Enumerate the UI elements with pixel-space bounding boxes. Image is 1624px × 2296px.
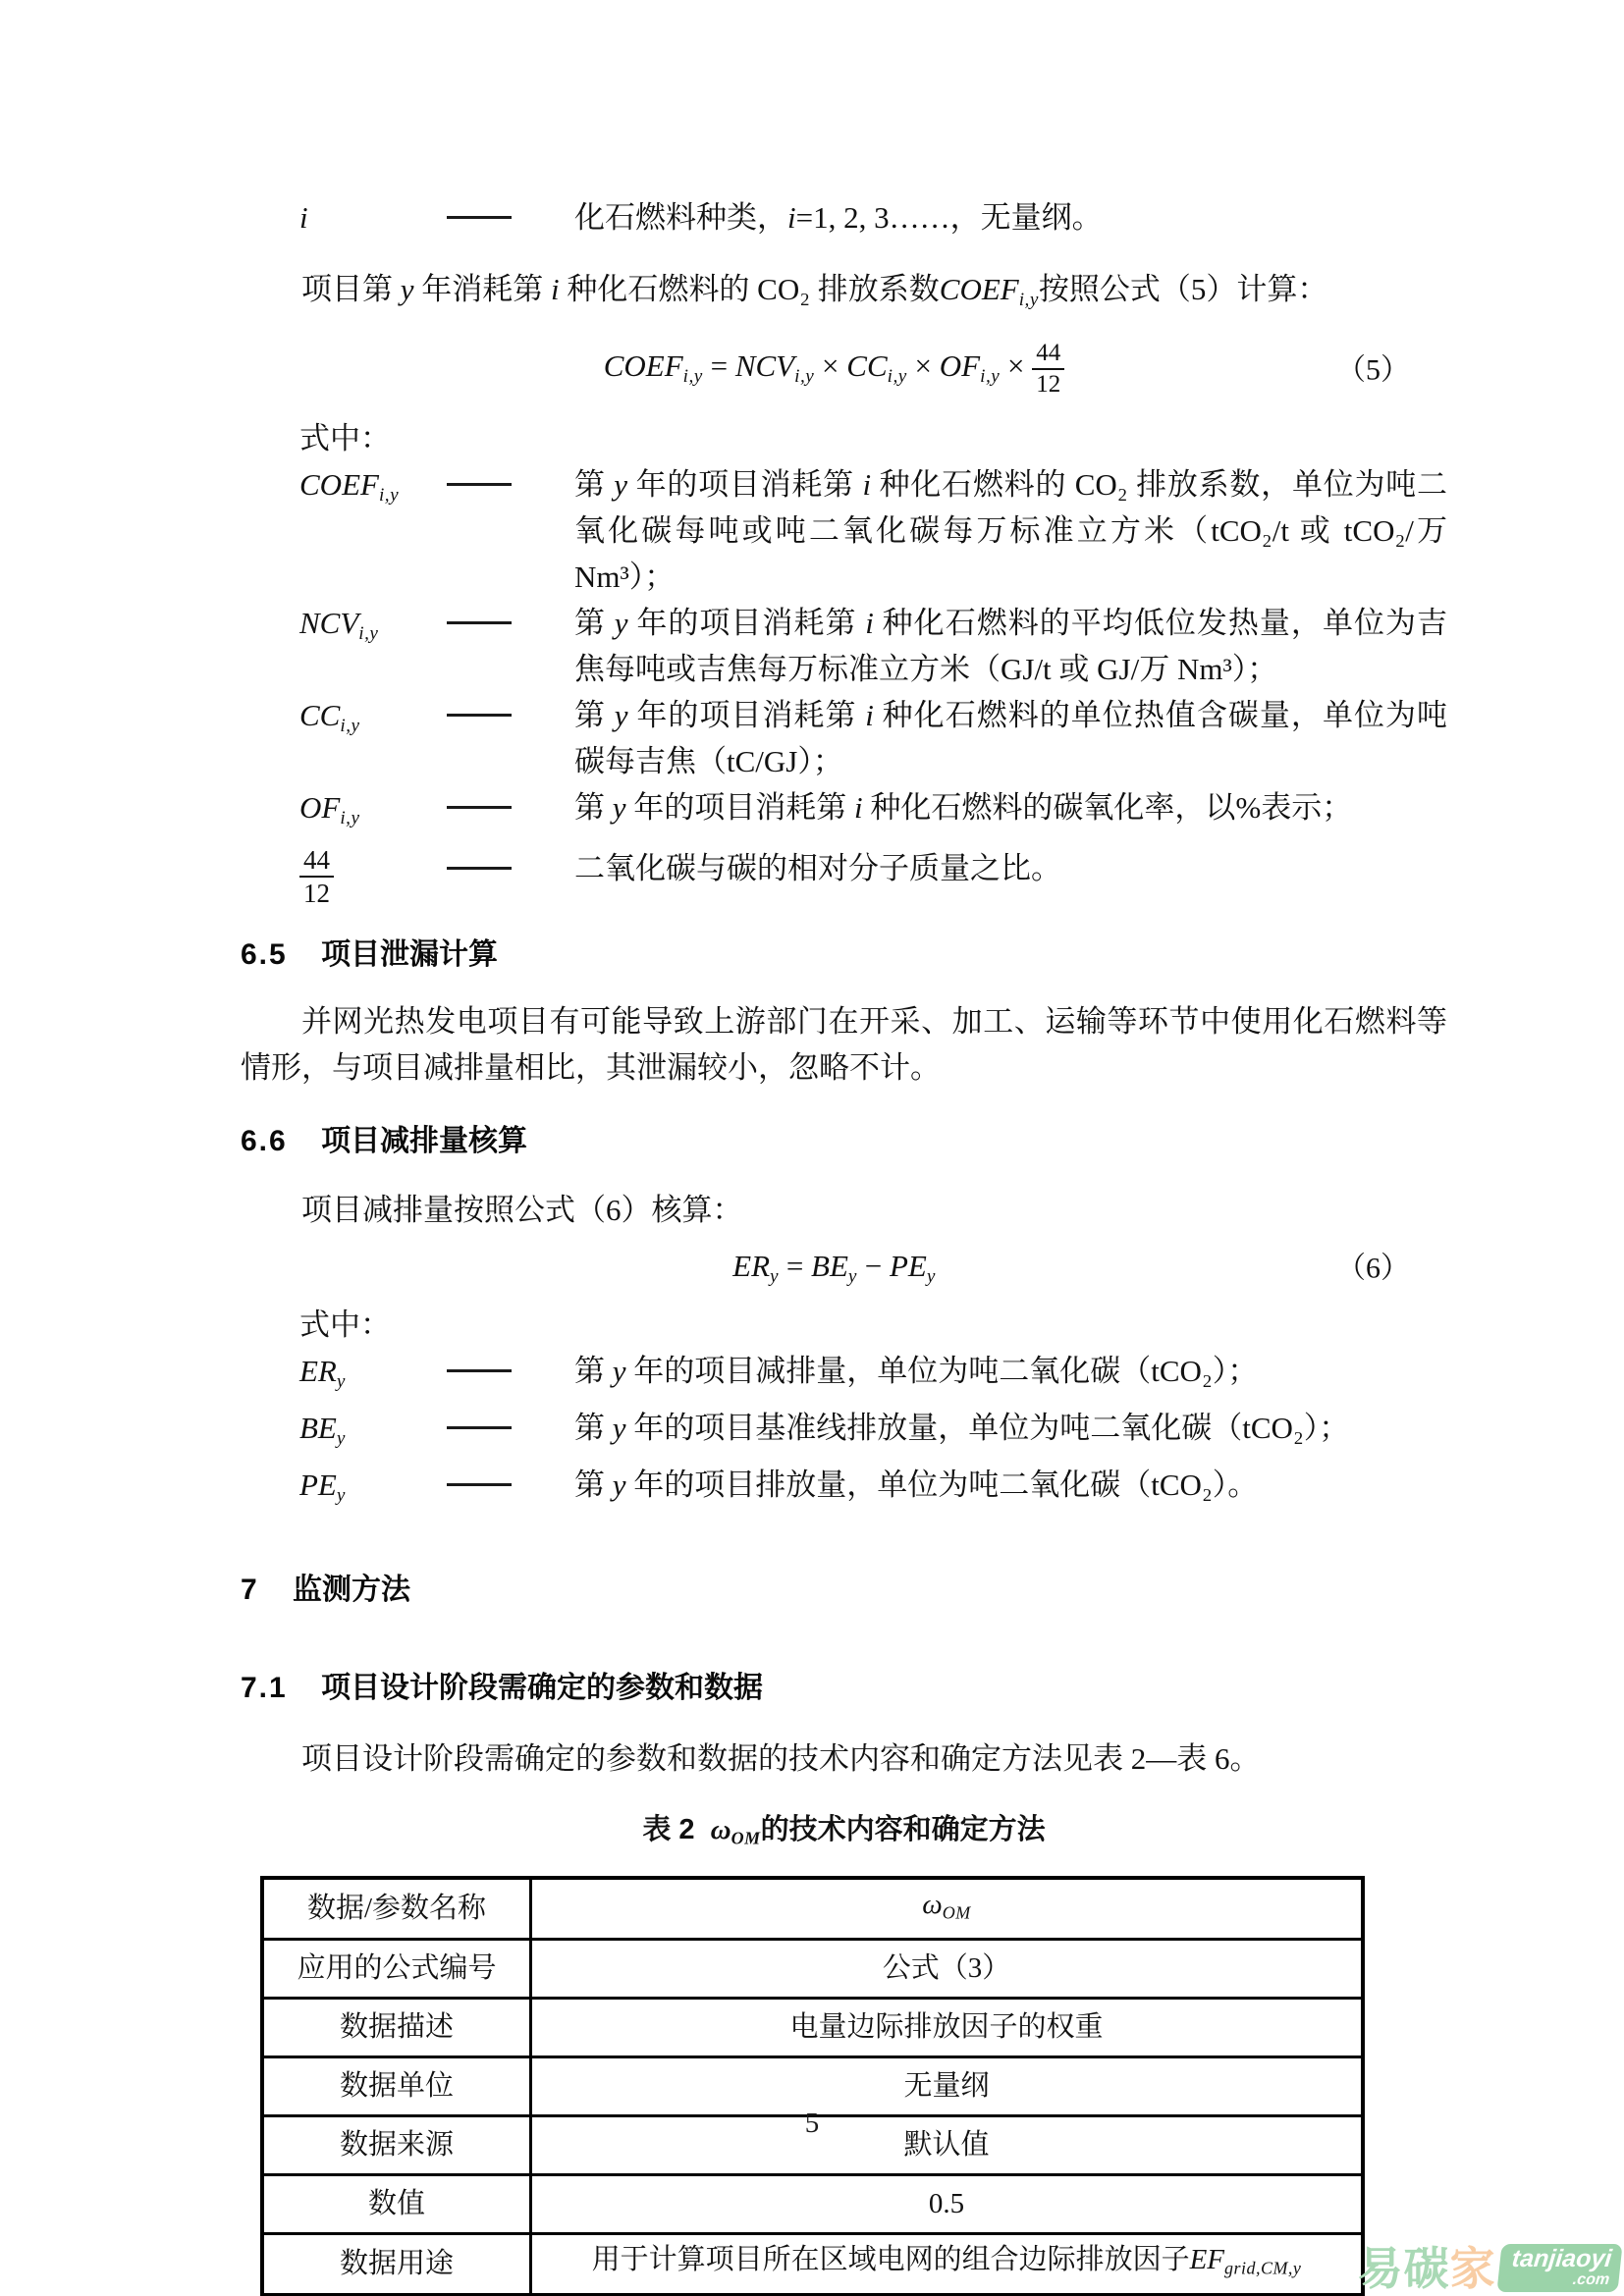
table-label-cell: 数据单位 xyxy=(262,2057,531,2116)
dash-separator xyxy=(447,621,512,624)
definition-term: BEy xyxy=(299,1410,346,1449)
definition-desc: 第 y 年的项目减排量，单位为吨二氧化碳（tCO₂）； xyxy=(574,1354,1259,1388)
dash-separator xyxy=(447,1426,512,1429)
definition-dash xyxy=(447,1348,574,1372)
equation-5-number: （5） xyxy=(1336,353,1410,387)
definition-desc: 第 y 年的项目排放量，单位为吨二氧化碳（tCO₂）。 xyxy=(574,1467,1259,1502)
table-row xyxy=(262,2175,1363,2234)
definition-row-er xyxy=(299,1348,1447,1405)
table-row xyxy=(262,1940,1363,1999)
table-2 xyxy=(260,1876,1365,2296)
watermark-logo xyxy=(1358,2244,1620,2292)
watermark-badge-domain: tanjiaoyi xyxy=(1510,2245,1613,2272)
definition-row-coef xyxy=(299,461,1447,600)
table-label-cell: 数据来源 xyxy=(262,2116,531,2175)
where-label-6: 式中： xyxy=(299,1308,391,1342)
definition-term: i xyxy=(299,200,308,235)
table-label-cell: 数据描述 xyxy=(262,1999,531,2057)
definition-dash xyxy=(447,600,574,624)
definition-term: OFi,y xyxy=(299,789,360,828)
section-number: 7 xyxy=(241,1574,259,1607)
table-value-cell: 公式（3） xyxy=(531,1940,1364,1999)
dash-separator xyxy=(447,1483,512,1486)
paragraph-6-5: 并网光热发电项目有可能导致上游部门在开采、加工、运输等环节中使用化石燃料等情形，与项目减排量相比，其泄漏较小，忽略不计。 xyxy=(241,1004,1447,1085)
watermark-badge-tld: .com xyxy=(1571,2271,1610,2288)
definition-dash xyxy=(447,194,574,219)
definition-dash xyxy=(447,461,574,486)
table-value-cell: 默认值 xyxy=(531,2116,1364,2175)
table-value-cell: 电量边际排放因子的权重 xyxy=(531,1999,1364,2057)
definition-desc: 第 y 年的项目消耗第 i 种化石燃料的碳氧化率，以%表示； xyxy=(574,789,1353,825)
table-row xyxy=(262,1999,1363,2057)
section-title: 项目减排量核算 xyxy=(321,1125,528,1157)
table-2-caption: 表 2 ωOM的技术内容和确定方法 xyxy=(642,1814,1046,1848)
section-number: 6.6 xyxy=(241,1125,288,1157)
table-row xyxy=(262,2234,1363,2296)
equation-5 xyxy=(241,327,1428,413)
definition-desc: 化石燃料种类，i=1, 2, 3……，无量纲。 xyxy=(574,200,1103,235)
definition-row-ncv xyxy=(299,600,1447,692)
where-label-5: 式中： xyxy=(299,420,391,455)
definition-desc: 第 y 年的项目消耗第 i 种化石燃料的单位热值含碳量，单位为吨碳每吉焦（tC/GJ）； xyxy=(574,697,1448,778)
paragraph-6-6-intro: 项目减排量按照公式（6）核算： xyxy=(301,1193,743,1227)
section-7-1-heading xyxy=(241,1667,1447,1710)
definition-term: CCi,y xyxy=(299,697,360,736)
section-number: 7.1 xyxy=(241,1672,288,1705)
section-title: 项目设计阶段需确定的参数和数据 xyxy=(321,1672,764,1705)
definition-desc: 第 y 年的项目基准线排放量，单位为吨二氧化碳（tCO₂）； xyxy=(574,1410,1350,1445)
definition-dash xyxy=(447,784,574,809)
table-value-cell: ωOM xyxy=(531,1878,1364,1940)
document-content xyxy=(241,194,1447,2296)
definition-term: COEFi,y xyxy=(299,466,400,506)
paragraph-7-1: 项目设计阶段需确定的参数和数据的技术内容和确定方法见表 2—表 6。 xyxy=(301,1741,1261,1777)
table-value-cell: 0.5 xyxy=(531,2175,1364,2234)
section-title: 项目泄漏计算 xyxy=(321,938,499,971)
definition-desc: 第 y 年的项目消耗第 i 种化石燃料的平均低位发热量，单位为吉焦每吨或吉焦每万标准立方米（GJ/t 或 GJ/万 Nm³）； xyxy=(574,605,1448,686)
definition-row-pe xyxy=(299,1462,1447,1519)
section-7-heading xyxy=(241,1569,1447,1612)
equation-5-expression: COEFi,y = NCVi,y × CCi,y × OFi,y × $\frac{44}{12}$ xyxy=(604,340,1065,400)
dash-separator xyxy=(447,806,512,809)
table-row xyxy=(262,1878,1363,1940)
definition-term: PEy xyxy=(299,1467,346,1506)
definition-row-44-12 xyxy=(299,845,1447,908)
table-label-cell: 数值 xyxy=(262,2175,531,2234)
section-6-5-heading xyxy=(241,934,1447,977)
definition-term: $\frac{44}{12}$ xyxy=(299,845,447,908)
definition-dash xyxy=(447,692,574,717)
section-number: 6.5 xyxy=(241,938,288,971)
dash-separator xyxy=(447,483,512,486)
definition-row-be xyxy=(299,1405,1447,1462)
dash-separator xyxy=(447,714,512,717)
paragraph-formula-5-intro: 项目第 y 年消耗第 i 种化石燃料的 CO₂ 排放系数COEFi,y按照公式（5）计算： xyxy=(301,272,1328,310)
dash-separator xyxy=(447,867,512,870)
equation-6-expression: ERy = BEy − PEy xyxy=(732,1249,936,1287)
watermark-badge xyxy=(1496,2244,1623,2292)
watermark-text: 易碳家 xyxy=(1357,2242,1496,2294)
table-label-cell: 数据用途 xyxy=(262,2234,531,2296)
equation-6-number: （6） xyxy=(1336,1252,1410,1285)
definition-term: ERy xyxy=(299,1354,346,1392)
page-number: 5 xyxy=(804,2108,820,2139)
table-label-cell: 数据/参数名称 xyxy=(262,1878,531,1940)
definition-term: NCVi,y xyxy=(299,605,379,644)
definition-desc: 第 y 年的项目消耗第 i 种化石燃料的 CO₂ 排放系数，单位为吨二氧化碳每吨或吨二氧化碳每万标准立方米（tCO₂/t 或 tCO₂/万 Nm³）； xyxy=(574,466,1448,594)
definition-dash xyxy=(447,845,574,870)
equation-6 xyxy=(241,1243,1428,1294)
definition-row-of xyxy=(299,784,1447,841)
table-value-cell: 用于计算项目所在区域电网的组合边际排放因子EFgrid,CM,y xyxy=(531,2234,1364,2296)
definition-dash xyxy=(447,1462,574,1486)
table-value-cell: 无量纲 xyxy=(531,2057,1364,2116)
definition-row-i xyxy=(299,194,1447,240)
definition-row-cc xyxy=(299,692,1447,784)
definition-desc: 二氧化碳与碳的相对分子质量之比。 xyxy=(574,850,1061,885)
table-label-cell: 应用的公式编号 xyxy=(262,1940,531,1999)
dash-separator xyxy=(447,1369,512,1372)
section-title: 监测方法 xyxy=(293,1574,411,1607)
section-6-6-heading xyxy=(241,1120,1447,1163)
dash-separator xyxy=(447,216,512,219)
definition-dash xyxy=(447,1405,574,1429)
